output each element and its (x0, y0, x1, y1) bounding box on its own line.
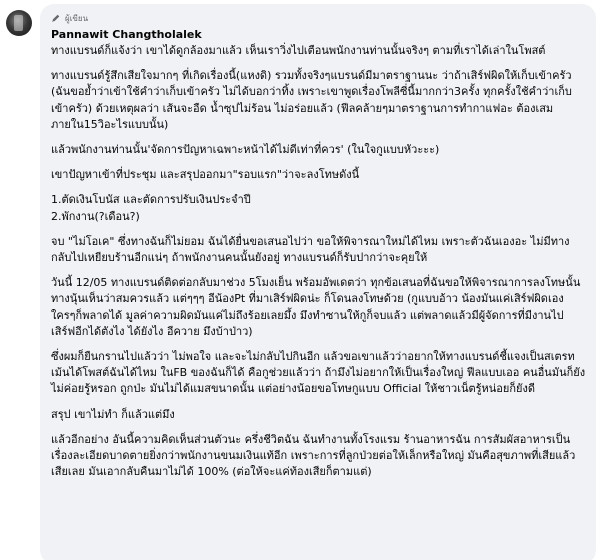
comment-paragraph-1: ทางแบรนด์ก็แจ้งว่า เขาได้ดูกล้องมาแล้ว เห็นเราวิ่งไปเตือนพนักงานท่านนั้นจริงๆ ตามที่เราได้เล่าในโพสต์ (51, 44, 546, 57)
comment-paragraph-9: สรุป เขาไม่ทำ ก็แล้วแต่มึง (51, 407, 175, 421)
comment-paragraph-10: แล้วอีกอย่าง อันนี้ความคิดเห็นส่วนตัวนะ ครึ่งชีวิตฉัน ฉันทำงานทั้งโรงแรม ร้านอาหารฉัน การสัมผัสอาหารเป็นเรื่องละเอียดบาดตายยิ่งกว่าพนักงานขนมเงินแท้อีก เพราะการที่ลูกป่วยต่อให้เล็กหรือใหญ่ มันคือสุขภาพที่เสียแล้วเสียเลย มันเอากลับคืนมาไม่ได้ 100% (ต่อให้จะแค่ท้องเสียก็ตามแต่) (51, 432, 576, 479)
author-badge (51, 11, 586, 25)
comment-paragraph-4: เขาปัญหาเข้าที่ประชุม และสรุปออกมา"รอบแรก"ว่าจะลงโทษดังนี้ (51, 168, 360, 182)
comment-paragraph-2: ทางแบรนด์รู้สึกเสียใจมากๆ ที่เกิดเรื่องนี้(แหงดิ) รวมทั้งจริงๆแบรนด์มีมาตราฐานนะ ว่าถ้าเสิร์ฟผิดให้เก็บเข้าครัว (ฉันขอย้ำว่าเข้าใช้คำว่าเก็บเข้าครัว ไม่ได้บอกว่าทิ้ง เพราะเขาพูดเรื่องโพลีซี่นี้มากกว่า3ครั้ง ทุกครั้งใช้คำว่าเก็บเข้าครัว) ด้วยเหตุผลว่า เส้นจะอืด น้ำซุปไม่ร้อน ไม่อร่อยแล้ว (ฟีลคล้ายๆมาตราฐานการทำกาแฟอะ ต้องเสมภายใน15วิอะไรแบบนั้น) (51, 69, 576, 131)
comment-paragraph-3: แล้วพนักงานท่านนั้น'จัดการปัญหาเฉพาะหน้าได้ไม่ดีเท่าที่ควร' (ในใจกูแบบหัวะะะ) (51, 143, 440, 157)
author-avatar[interactable] (6, 10, 32, 36)
comment-paragraph-8: ซึ่งผมก็ยืนกรานไปแล้วว่า ไม่พอใจ และจะไม่กลับไปกินอีก แล้วขอเขาแล้วว่าอยากให้ทางแบรนด์ชี้แจงเป็นสเตรทเม้นได้โพสต์ฉันได้ไหม ในFB ของฉันก็ได้ คือกูช่วยแล้วว่า ถ้ามึงไม่อยากให้เป็นเรื่องใหญ่ ฟีลแบบเออ คนอื่นมันก็ยังไม่ค่อยรู้หรอก ถูกป่ะ มันไม่ได้แมสขนาดนั้น แต่อย่างน้อยขอโทษกูแบบ Official ให้ชาวเน็ตรู้หน่อยก็ยังดี (51, 350, 586, 396)
comment-paragraph-5: 1.ตัดเงินโบนัส และตัดการปรับเงินประจำปี 2.พักงาน(?เดือน?) (51, 193, 251, 223)
comment-paragraph-6: จบ "ไม่โอเค" ซึ่งทางฉันก็ไม่ยอม ฉันได้ยื่นขอเสนอไปว่า ขอให้พิจารณาใหม่ได้ไหม เพราะตัวฉันเองอะ ไม่มีทางกลับไปเหยียบร้านอีกแน่ๆ ถ้าพนักงานคนนั้นยังอยู่ ทางแบรนด์ก็รับปากว่าจะคุยให้ (51, 234, 570, 265)
comment-paragraph-7: วันนี้ 12/05 ทางแบรนด์ติดต่อกลับมาช่วง 5โมงเย็น พร้อมอัพเดตว่า ทุกข้อเสนอที่ฉันขอให้พิจารณาการลงโทษนั้น ทางนุ้นเห็นว่าสมควรแล้ว แต่ๆๆๆ อีน้องPt ที่มาเสิร์ฟผิดน่ะ ก็โดนลงโทษด้วย (กูแบบอ้าว น้องมันแค่เสิร์ฟผิดเอง ใครๆก็พลาดได้ มูลค่าความผิดมันแค่ไม่ถึงร้อยเลยมึ้ง มึงทำซานให้กูก็จบแล้ว แต่พลาดแล้วมีผู้จัดการที่มีงานไปเสิร์ฟอีกได้ตังไง ได้ยังไง อีควาย มึงบ้าป่าว) (51, 276, 584, 338)
author-name[interactable]: Pannawit Changtholalek (51, 28, 202, 41)
author-badge-label: ผู้เขียน (65, 13, 89, 23)
pen-icon (51, 13, 61, 23)
comment-bubble (40, 4, 596, 560)
